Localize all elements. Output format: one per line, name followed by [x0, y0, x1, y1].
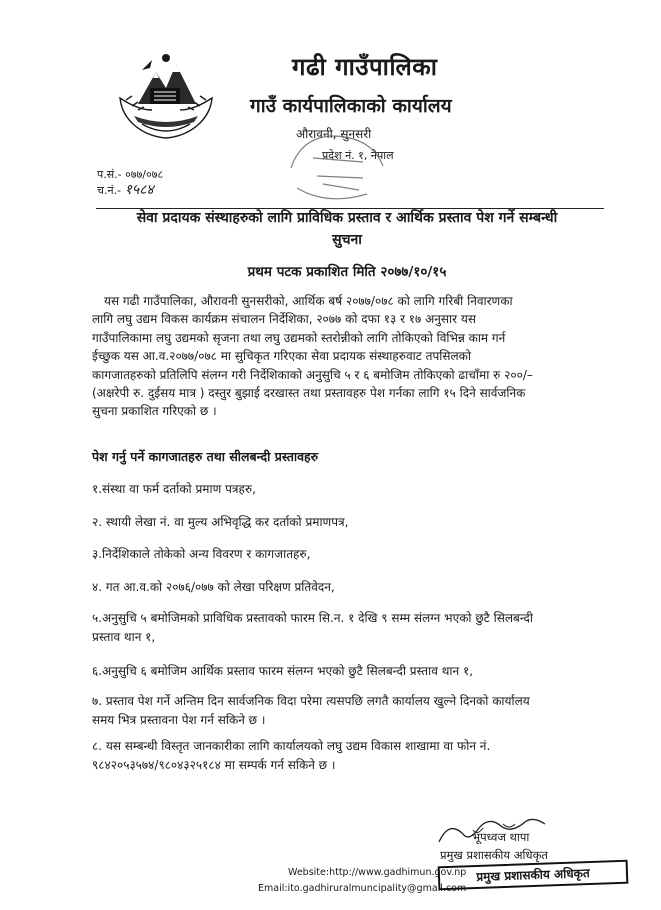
office-subtitle: गाउँ कार्यपालिकाको कार्यालय: [250, 95, 452, 117]
notice-title-line2: सुचना: [332, 232, 362, 248]
notice-title-line1: सेवा प्रदायक संस्थाहरुको लागि प्राविधिक प्रस्ताव र आर्थिक प्रस्ताव पेश गर्ने सम्बन्धी: [136, 210, 558, 226]
nepal-emblem-logo: [112, 50, 220, 150]
footer-website: Website:http://www.gadhimun.gov.np: [288, 867, 467, 878]
document-item: १.संस्था वा फर्म दर्ताको प्रमाण पत्रहरु,: [92, 482, 256, 496]
document-item: ४. गत आ.व.को २०७६/०७७ को लेखा परिक्षण प्रतिवेदन,: [92, 580, 335, 594]
documents-heading: पेश गर्नु पर्ने कागजातहरु तथा सीलबन्दी प्रस्तावहरु: [92, 449, 319, 464]
document-item: समय भित्र प्रस्तावना पेश गर्न सकिने छ ।: [92, 713, 266, 727]
notice-body-line: ईच्छुक यस आ.व.२०७७/०७८ मा सुचिकृत गरिएका सेवा प्रदायक संस्थाहरुवाट तपसिलको: [92, 349, 471, 364]
notice-body-line: कागजातहरुको प्रतिलिपि संलग्न गरी निर्देशिकाको अनुसुचि ५ र ६ बमोजिम तोकिएको ढाचाँमा रु २००/–: [92, 367, 533, 382]
dispatch-prefix: च.नं.-: [97, 184, 122, 197]
document-item: २. स्थायी लेखा नं. वा मुल्य अभिवृद्धि कर दर्ताको प्रमाणपत्र,: [92, 515, 349, 529]
document-item: ३.निर्देशिकाले तोकेको अन्य विवरण र कागजातहरु,: [92, 547, 311, 561]
office-address: औरावनी, सुनसरी: [296, 127, 372, 141]
notice-body-line: (अक्षरेपी रु. दुईसय मात्र ) दस्तुर बुझाई दरखास्त तथा प्रस्तावहरु पेश गर्नका लागि १५ दिने सार्वजनिक: [92, 386, 526, 400]
publish-date: प्रथम पटक प्रकाशित मिति २०७७/१०/१५: [247, 264, 447, 280]
document-item: ६.अनुसुचि ६ बमोजिम आर्थिक प्रस्ताव फारम संलग्न भएको छुटै सिलबन्दी प्रस्ताव थान १,: [92, 664, 474, 678]
designation-stamp: प्रमुख प्रशासकीय अधिकृत: [438, 860, 629, 891]
footer-email: Email:ito.gadhiruralmuncipality@gmail.com: [258, 883, 467, 894]
notice-body-line: सुचना प्रकाशित गरिएको छ ।: [92, 404, 217, 419]
office-stamp: [283, 128, 393, 206]
fiscal-reference: प.सं.- ०७७/०७८: [97, 168, 164, 181]
notice-body-line: गाउँपालिकामा लघु उद्यमको सृजना तथा लघु उद्यमको स्तरोन्नीको लागि तोकिएको विभिन्न काम गर्न: [92, 330, 506, 345]
signatory-title: प्रमुख प्रशासकीय अधिकृत: [440, 848, 548, 862]
document-item: ८. यस सम्बन्धी विस्तृत जानकारीका लागि कार्यालयको लघु उद्यम विकास शाखामा वा फोन नं.: [92, 739, 491, 753]
notice-body-line: यस गढी गाउँपालिका, औरावनी सुनसरीको, आर्थिक बर्ष २०७७/०७८ को लागि गरिबी निवारणका: [104, 294, 513, 308]
heading-divider: [96, 208, 604, 209]
document-item: ७. प्रस्ताव पेश गर्ने अन्तिम दिन सार्वजनिक विदा परेमा त्यसपछि लगतै कार्यालय खुल्ने दिनको कार्यालय: [92, 694, 530, 708]
dispatch-reference: [97, 180, 154, 199]
document-item: ५.अनुसुचि ५ बमोजिमको प्राविधिक प्रस्तावको फारम सि.न. १ देखि ९ सम्म संलग्न भएको छुटै सिलबन्दी: [92, 611, 534, 625]
notice-body-line: लागि लघु उद्यम विकस कार्यक्रम संचालन निर्देशिका, २०७७ को दफा १३ र १७ अनुसार यस: [92, 312, 476, 327]
document-item: प्रस्ताव थान १,: [92, 630, 156, 644]
office-name: गढी गाउँपालिका: [292, 53, 438, 81]
signatory-name: भूपध्वज थापा: [472, 830, 530, 844]
document-item: ९८४२०५३५७४/९८०४३२५१८४ मा सम्पर्क गर्न सकिने छ ।: [92, 758, 336, 772]
dispatch-number: १५८४: [124, 182, 154, 198]
office-province: प्रदेश नं. १, नेपाल: [322, 149, 394, 162]
